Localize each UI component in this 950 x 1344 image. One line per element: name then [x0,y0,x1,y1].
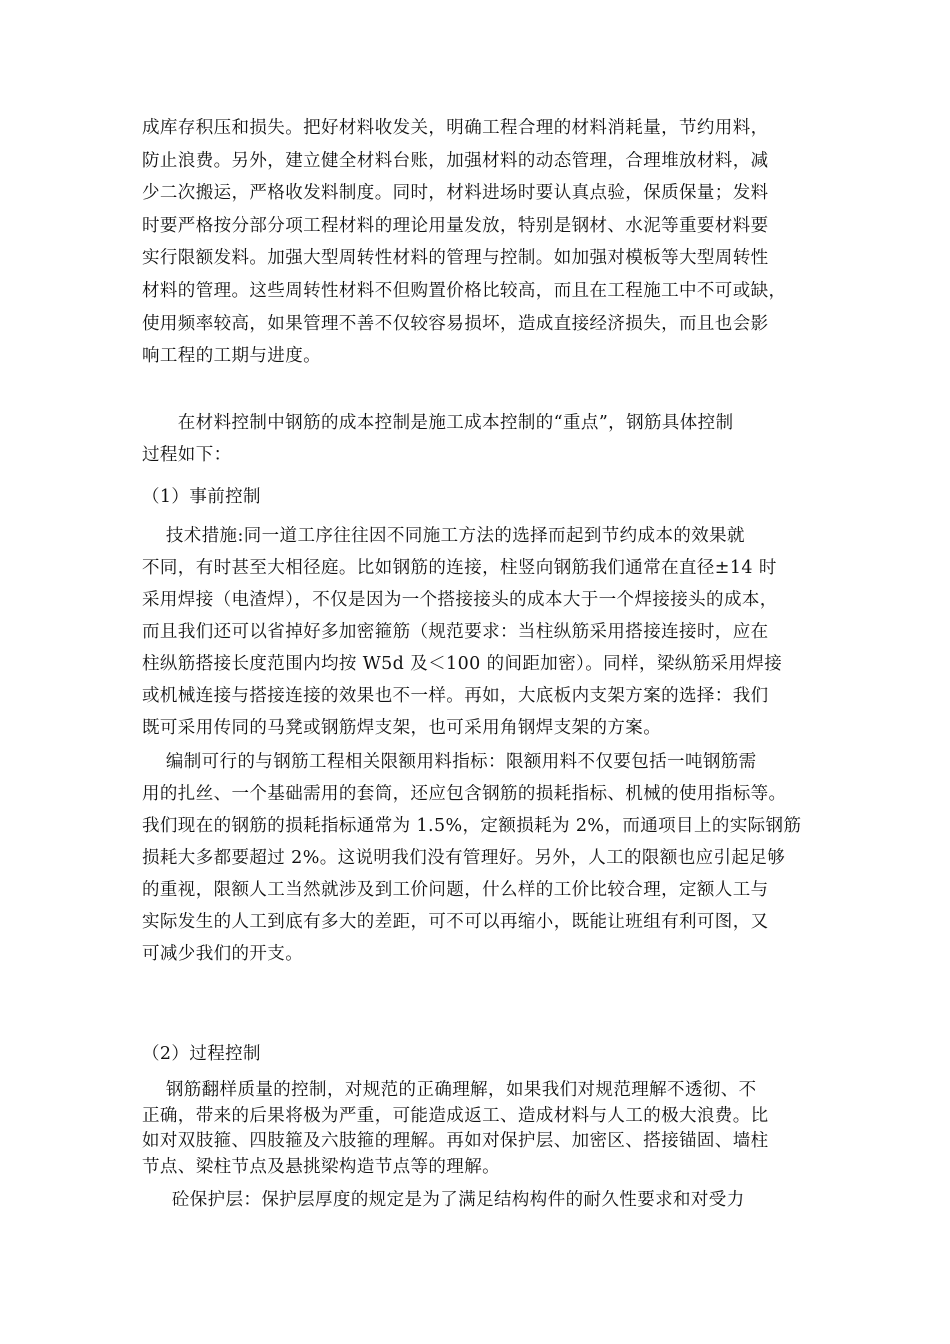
text-line: 材料的管理。这些周转性材料不但购置价格比较高，而且在工程施工中不可或缺， [142,280,787,301]
text-line: 技术措施:同一道工序往往因不同施工方法的选择而起到节约成本的效果就 [142,526,745,546]
text-line: 防止浪费。另外，建立健全材料台账，加强材料的动态管理，合理堆放材料，减 [142,150,769,171]
text-line: 柱纵筋搭接长度范围内均按 W5d 及＜100 的间距加密）。同样，梁纵筋采用焊接 [142,654,783,674]
text-line: 少二次搬运，严格收发料制度。同时，材料进场时要认真点验，保质保量；发料 [142,183,769,204]
text-line: 损耗大多都要超过 2%。这说明我们没有管理好。另外，人工的限额也应引起足够 [142,848,786,868]
paragraph-quota-indicators [142,746,822,970]
text-line: 砼保护层：保护层厚度的规定是为了满足结构构件的耐久性要求和对受力 [142,1190,745,1210]
text-line: 时要严格按分部分项工程材料的理论用量发放，特别是钢材、水泥等重要材料要 [142,215,769,236]
text-line: 在材料控制中钢筋的成本控制是施工成本控制的“重点”，钢筋具体控制 [142,413,734,433]
text-line: 或机械连接与搭接连接的效果也不一样。再如，大底板内支架方案的选择：我们 [142,686,769,706]
text-line: 如对双肢箍、四肢箍及六肢箍的理解。再如对保护层、加密区、搭接锚固、墙柱 [142,1131,769,1152]
text-line: 节点、梁柱节点及悬挑梁构造节点等的理解。 [142,1156,500,1177]
text-line: 实行限额发料。加强大型周转性材料的管理与控制。如加强对模板等大型周转性 [142,248,769,269]
text-line: 既可采用传同的马凳或钢筋焊支架，也可采用角钢焊支架的方案。 [142,718,662,738]
text-line: 而且我们还可以省掉好多加密箍筋（规范要求：当柱纵筋采用搭接连接时，应在 [142,622,769,642]
paragraph-technical-measures [142,520,822,744]
text-line: 成库存积压和损失。把好材料收发关，明确工程合理的材料消耗量，节约用料， [142,118,769,138]
text-line: 可减少我们的开支。 [142,944,304,964]
text-line: 不同，有时甚至大相径庭。比如钢筋的连接，柱竖向钢筋我们通常在直径±14 时 [142,558,777,578]
paragraph-material-management [142,112,822,373]
text-line: 正确，带来的后果将极为严重，可能造成返工、造成材料与人工的极大浪费。比 [142,1105,769,1126]
section-heading-pre-control: （1）事前控制 [142,487,261,507]
text-line: 钢筋翻样质量的控制，对规范的正确理解，如果我们对规范理解不透彻、不 [142,1080,757,1100]
text-line: 我们现在的钢筋的损耗指标通常为 1.5%，定额损耗为 2%，而通项目上的实际钢筋 [142,816,802,836]
text-line: 用的扎丝、一个基础需用的套筒，还应包含钢筋的损耗指标、机械的使用指标等。 [142,784,787,804]
text-line: 过程如下： [142,445,232,465]
text-line: 实际发生的人工到底有多大的差距，可不可以再缩小，既能让班组有利可图，又 [142,912,769,932]
text-line: 响工程的工期与进度。 [142,346,321,367]
text-line: 使用频率较高，如果管理不善不仅较容易损坏，造成直接经济损失，而且也会影 [142,313,769,334]
paragraph-rebar-layout-quality [142,1078,822,1180]
text-line: 的重视，限额人工当然就涉及到工价问题，什么样的工价比较合理，定额人工与 [142,880,769,900]
text-line: 采用焊接（电渣焊），不仅是因为一个搭接接头的成本大于一个焊接接头的成本， [142,590,778,610]
section-heading-process-control: （2）过程控制 [142,1044,261,1064]
paragraph-concrete-cover [142,1185,822,1215]
text-line: 编制可行的与钢筋工程相关限额用料指标：限额用料不仅要包括一吨钢筋需 [142,752,757,772]
paragraph-rebar-intro [142,407,822,471]
